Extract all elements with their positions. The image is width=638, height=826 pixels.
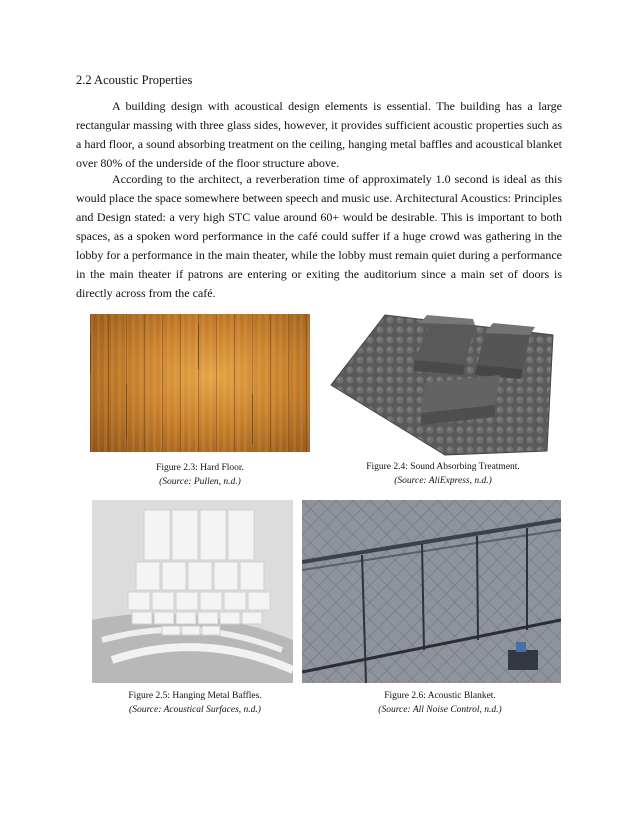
caption-source: (Source: Pullen, n.d.): [159, 477, 241, 487]
paragraph: According to the architect, a reverberation time of approximately 1.0 second is ideal as this would place the space somewhere between speech and music use. Architectural Acoustics: Principles and Design stated: a very high STC value around 60+ would be desirable. This is important to both spaces, as a spoken word performance in the café could suffer if a huge crowd was gathering in the lobby for a performance in the main theater, while the lobby must remain quiet during a performance in the main theater if patrons are entering or exiting the auditorium since a main set of doors is directly across from the café.: [76, 172, 562, 300]
section-heading: 2.2 Acoustic Properties: [76, 73, 193, 87]
caption-title: Figure 2.4: Sound Absorbing Treatment.: [366, 462, 520, 472]
hard-floor-image: [90, 314, 310, 452]
caption-source: (Source: All Noise Control, n.d.): [378, 705, 502, 715]
caption-title: Figure 2.5: Hanging Metal Baffles.: [128, 691, 262, 701]
hanging-baffles-image: [92, 500, 293, 683]
figure-caption: [340, 689, 540, 717]
figure-caption: [100, 689, 290, 717]
caption-source: (Source: Acoustical Surfaces, n.d.): [129, 705, 261, 715]
foam-panels-image: [325, 305, 557, 457]
paragraph: A building design with acoustical design elements is essential. The building has a large rectangular massing with three glass sides, however, it provides sufficient acoustic properties such as a hard floor, a sound absorbing treatment on the ceiling, hanging metal baffles and acoustical blanket over 80% of the underside of the floor structure above.: [76, 99, 562, 170]
figure-caption: [120, 461, 280, 489]
figure-caption: [335, 460, 551, 488]
acoustic-blanket-image: [302, 500, 561, 683]
caption-source: (Source: AliExpress, n.d.): [394, 476, 492, 486]
caption-title: Figure 2.6: Acoustic Blanket.: [384, 691, 496, 701]
caption-title: Figure 2.3: Hard Floor.: [156, 463, 244, 473]
